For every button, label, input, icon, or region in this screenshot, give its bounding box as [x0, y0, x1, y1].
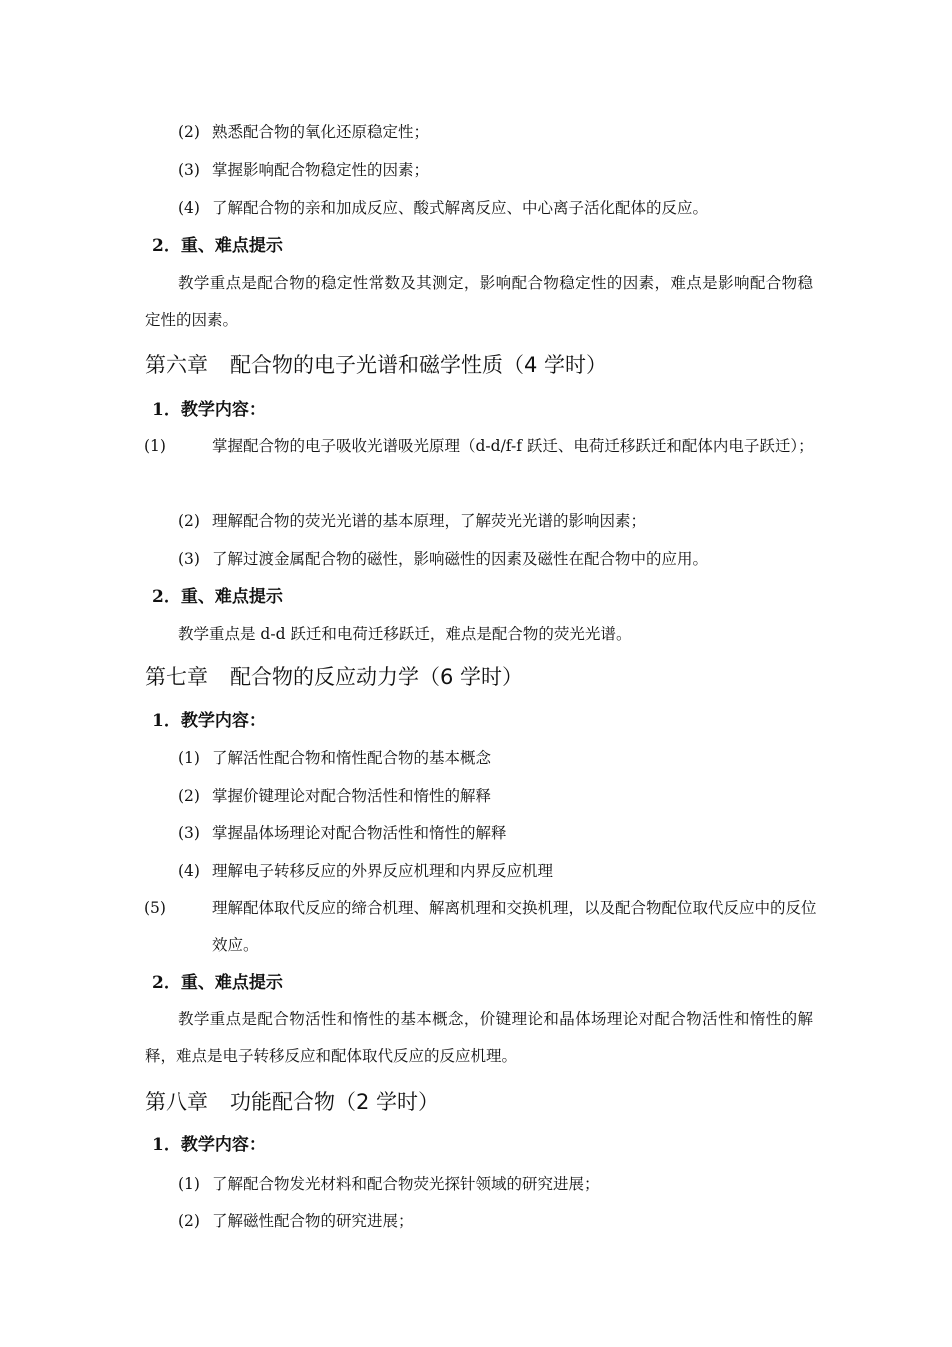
list-item — [178, 815, 818, 852]
item-text: 了解过渡金属配合物的磁性，影响磁性的因素及磁性在配合物中的应用。 — [212, 550, 709, 568]
key-points-text: 教学重点是 d-d 跃迁和电荷迁移跃迁，难点是配合物的荧光光谱。 — [178, 625, 632, 643]
key-points-text: 教学重点是配合物的稳定性常数及其测定，影响配合物稳定性的因素，难点是影响配合物稳定性的因素。 — [145, 274, 813, 329]
item-text: 理解电子转移反应的外界反应机理和内界反应机理 — [212, 862, 554, 880]
item-text: 理解配合物的荧光光谱的基本原理，了解荧光光谱的影响因素； — [212, 512, 647, 530]
key-points-heading: 2．重、难点提示 — [152, 587, 283, 607]
item-number: (1) — [178, 749, 200, 767]
list-item — [178, 503, 818, 540]
content-heading: 1．教学内容： — [152, 1135, 266, 1155]
item-text: 掌握价键理论对配合物活性和惰性的解释 — [212, 787, 492, 805]
list-item — [178, 853, 818, 890]
chapter-title: 配合物的电子光谱和磁学性质（4 学时） — [230, 353, 608, 377]
chapter-number: 第六章 — [145, 353, 208, 377]
item-number: (2) — [178, 123, 200, 141]
key-points-text: 教学重点是配合物活性和惰性的基本概念，价键理论和晶体场理论对配合物活性和惰性的解释，难点是电子转移反应和配体取代反应的反应机理。 — [145, 1010, 813, 1065]
item-number: (5) — [144, 899, 166, 917]
chapter-number: 第八章 — [145, 1090, 208, 1114]
item-text: 理解配体取代反应的缔合机理、解离机理和交换机理，以及配合物配位取代反应中的反位效应。 — [212, 899, 817, 954]
item-number: (4) — [178, 199, 200, 217]
item-text: 了解配合物的亲和加成反应、酸式解离反应、中心离子活化配体的反应。 — [212, 199, 709, 217]
item-text: 了解活性配合物和惰性配合物的基本概念 — [212, 749, 492, 767]
chapter-heading — [145, 663, 523, 691]
item-number: (3) — [178, 824, 200, 842]
item-number: (3) — [178, 550, 200, 568]
list-item — [144, 428, 818, 465]
list-item — [178, 541, 818, 578]
chapter-heading — [145, 1088, 439, 1116]
content-heading: 1．教学内容： — [152, 400, 266, 420]
key-points-heading: 2．重、难点提示 — [152, 973, 283, 993]
chapter-title: 功能配合物（2 学时） — [230, 1090, 440, 1114]
chapter-title: 配合物的反应动力学（6 学时） — [230, 665, 524, 689]
list-item — [178, 190, 818, 227]
item-number: (1) — [144, 437, 166, 455]
list-item — [178, 1166, 818, 1203]
list-item — [144, 890, 818, 964]
item-number: (2) — [178, 1212, 200, 1230]
list-item — [178, 152, 818, 189]
item-number: (1) — [178, 1175, 200, 1193]
key-points-heading: 2．重、难点提示 — [152, 236, 283, 256]
list-item — [178, 740, 818, 777]
item-text: 掌握晶体场理论对配合物活性和惰性的解释 — [212, 824, 507, 842]
content-heading: 1．教学内容： — [152, 711, 266, 731]
list-item — [178, 778, 818, 815]
item-number: (2) — [178, 512, 200, 530]
item-number: (3) — [178, 161, 200, 179]
item-number: (2) — [178, 787, 200, 805]
item-text: 掌握影响配合物稳定性的因素； — [212, 161, 430, 179]
list-item — [178, 114, 818, 151]
item-text: 掌握配合物的电子吸收光谱吸光原理（d-d/f-f 跃迁、电荷迁移跃迁和配体内电子跃迁）； — [212, 437, 814, 455]
chapter-number: 第七章 — [145, 665, 208, 689]
list-item — [178, 1203, 818, 1240]
item-text: 熟悉配合物的氧化还原稳定性； — [212, 123, 430, 141]
item-text: 了解磁性配合物的研究进展； — [212, 1212, 414, 1230]
item-number: (4) — [178, 862, 200, 880]
item-text: 了解配合物发光材料和配合物荧光探针领域的研究进展； — [212, 1175, 600, 1193]
chapter-heading — [145, 351, 607, 379]
